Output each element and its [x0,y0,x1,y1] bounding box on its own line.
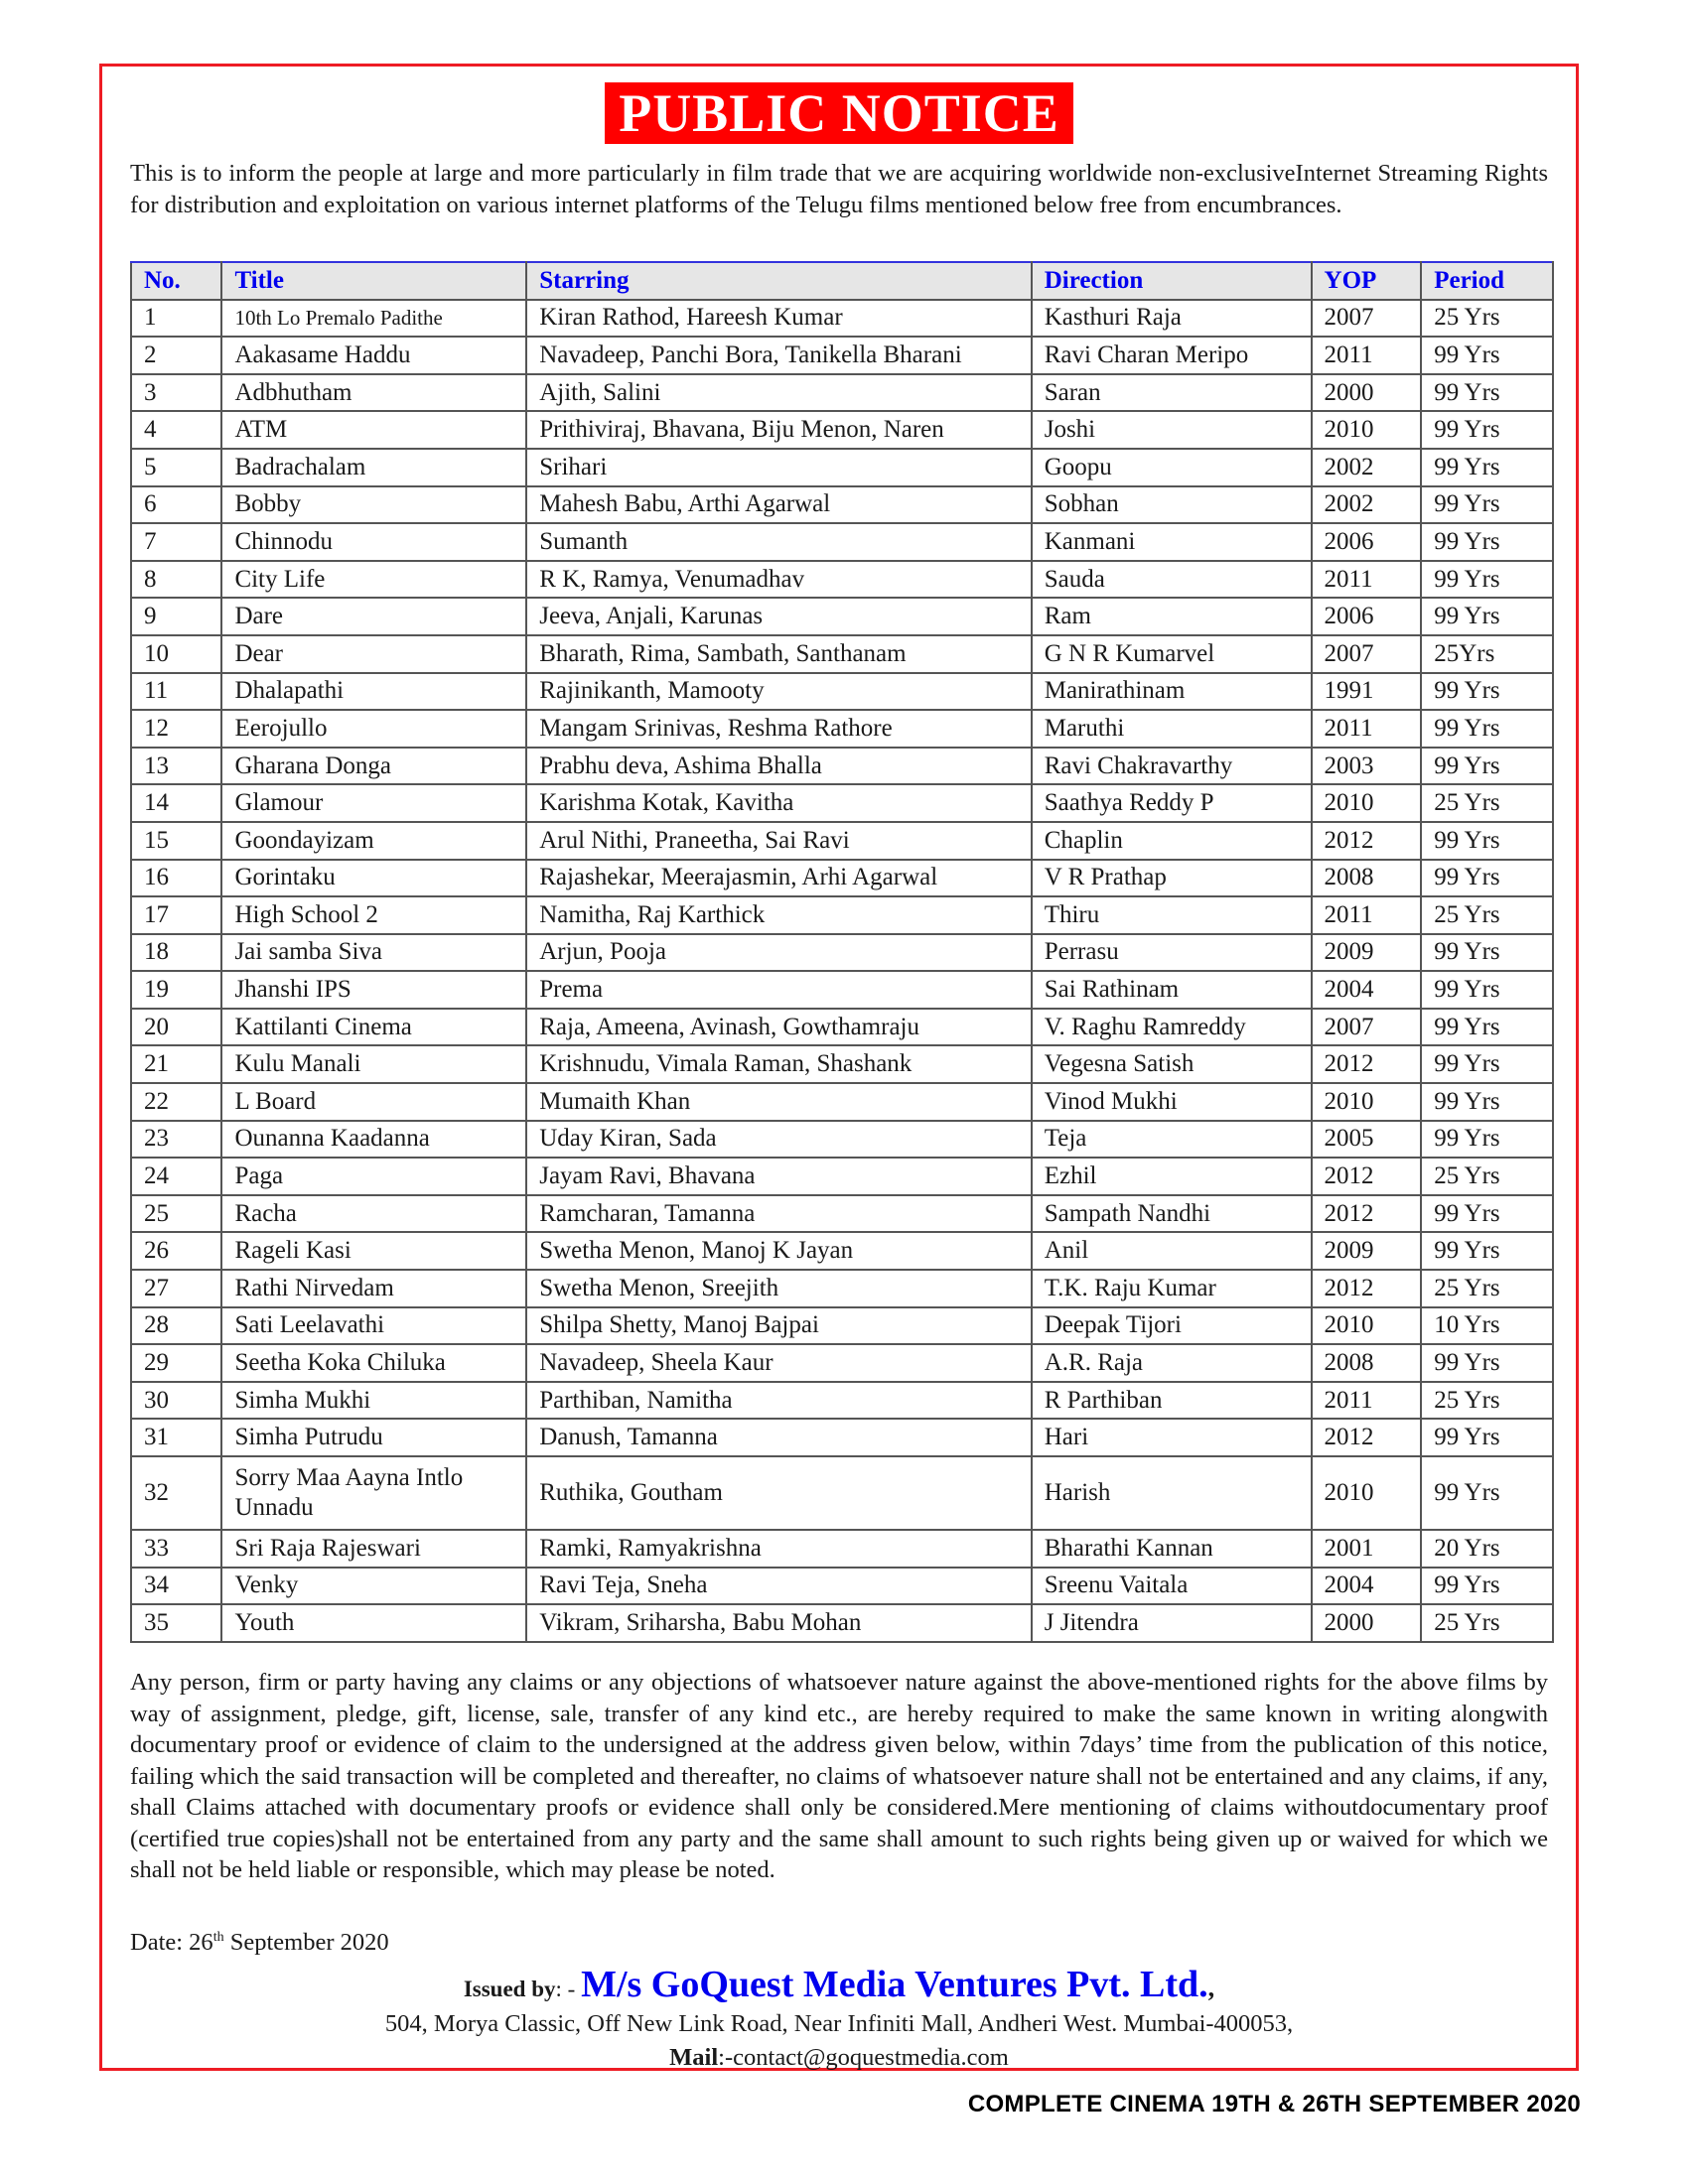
cell-no: 2 [131,337,221,374]
table-row [131,1045,1553,1083]
issued-label: Issued by [463,1977,556,2001]
cell-period: 99 Yrs [1421,561,1553,599]
cell-direction: Hari [1032,1419,1312,1456]
cell-no: 23 [131,1121,221,1159]
cell-yop: 2007 [1312,300,1422,338]
cell-title: Venky [221,1568,526,1605]
cell-direction: Sreenu Vaitala [1032,1568,1312,1605]
cell-starring: R K, Ramya, Venumadhav [526,561,1032,599]
cell-starring: Navadeep, Panchi Bora, Tanikella Bharani [526,337,1032,374]
cell-no: 31 [131,1419,221,1456]
cell-yop: 2006 [1312,598,1422,635]
notice-date [130,1929,389,1957]
cell-yop: 2004 [1312,1568,1422,1605]
mail-value[interactable]: :-contact@goquestmedia.com [718,2044,1009,2071]
cell-title: Youth [221,1604,526,1642]
cell-no: 7 [131,523,221,561]
cell-direction: Sai Rathinam [1032,971,1312,1009]
cell-direction: V. Raghu Ramreddy [1032,1009,1312,1046]
cell-yop: 2012 [1312,1045,1422,1083]
cell-no: 19 [131,971,221,1009]
cell-yop: 2010 [1312,1456,1422,1530]
cell-title: 10th Lo Premalo Padithe [221,300,526,338]
cell-starring: Namitha, Raj Karthick [526,896,1032,934]
table-row [131,1195,1553,1233]
cell-direction: Saran [1032,374,1312,412]
cell-period: 99 Yrs [1421,1344,1553,1382]
table-row [131,1121,1553,1159]
cell-direction: Sampath Nandhi [1032,1195,1312,1233]
table-row [131,673,1553,711]
company-address: 504, Morya Classic, Off New Link Road, Near Infiniti Mall, Andheri West. Mumbai-400053, [384,2010,1294,2037]
cell-title: Paga [221,1158,526,1195]
cell-no: 3 [131,374,221,412]
cell-yop: 2012 [1312,1158,1422,1195]
cell-period: 99 Yrs [1421,673,1553,711]
cell-no: 10 [131,635,221,673]
cell-starring: Arjun, Pooja [526,934,1032,972]
cell-no: 27 [131,1270,221,1307]
cell-yop: 2006 [1312,523,1422,561]
cell-starring: Rajinikanth, Mamooty [526,673,1032,711]
cell-title: L Board [221,1083,526,1121]
cell-no: 24 [131,1158,221,1195]
cell-direction: Sobhan [1032,486,1312,524]
cell-direction: Joshi [1032,411,1312,449]
cell-period: 25 Yrs [1421,1158,1553,1195]
cell-title: Rageli Kasi [221,1232,526,1270]
company-comma: , [1207,1974,1215,2002]
cell-no: 14 [131,784,221,822]
table-row [131,1419,1553,1456]
header-col-no: No. [131,262,221,300]
cell-period: 99 Yrs [1421,411,1553,449]
cell-direction: Harish [1032,1456,1312,1530]
cell-title: Kulu Manali [221,1045,526,1083]
cell-direction: Kanmani [1032,523,1312,561]
cell-period: 99 Yrs [1421,486,1553,524]
table-row [131,1232,1553,1270]
cell-period: 99 Yrs [1421,598,1553,635]
cell-period: 99 Yrs [1421,822,1553,860]
table-row [131,710,1553,748]
cell-period: 25 Yrs [1421,1604,1553,1642]
cell-direction: Bharathi Kannan [1032,1530,1312,1568]
cell-direction: J Jitendra [1032,1604,1312,1642]
cell-starring: Arul Nithi, Praneetha, Sai Ravi [526,822,1032,860]
cell-starring: Ramki, Ramyakrishna [526,1530,1032,1568]
table-row [131,1083,1553,1121]
table-row [131,860,1553,897]
cell-period: 99 Yrs [1421,1009,1553,1046]
table-row [131,1009,1553,1046]
cell-title: ATM [221,411,526,449]
table-row [131,374,1553,412]
table-row [131,784,1553,822]
cell-no: 34 [131,1568,221,1605]
cell-no: 4 [131,411,221,449]
cell-starring: Bharath, Rima, Sambath, Santhanam [526,635,1032,673]
table-row [131,1530,1553,1568]
cell-starring: Prithiviraj, Bhavana, Biju Menon, Naren [526,411,1032,449]
cell-yop: 2012 [1312,1419,1422,1456]
cell-yop: 2010 [1312,1307,1422,1345]
cell-period: 10 Yrs [1421,1307,1553,1345]
table-row [131,1382,1553,1420]
cell-yop: 2011 [1312,710,1422,748]
cell-yop: 2009 [1312,934,1422,972]
cell-direction: Thiru [1032,896,1312,934]
cell-yop: 2007 [1312,635,1422,673]
company-mail [102,2044,1576,2072]
cell-title: Jai samba Siva [221,934,526,972]
table-row [131,561,1553,599]
cell-no: 30 [131,1382,221,1420]
cell-yop: 2011 [1312,896,1422,934]
cell-title: Dear [221,635,526,673]
table-row [131,1604,1553,1642]
cell-direction: Ravi Chakravarthy [1032,748,1312,785]
cell-direction: Teja [1032,1121,1312,1159]
cell-direction: V R Prathap [1032,860,1312,897]
cell-starring: Uday Kiran, Sada [526,1121,1032,1159]
cell-direction: Chaplin [1032,822,1312,860]
cell-yop: 2011 [1312,1382,1422,1420]
cell-no: 18 [131,934,221,972]
cell-starring: Parthiban, Namitha [526,1382,1032,1420]
cell-no: 33 [131,1530,221,1568]
cell-direction: Vinod Mukhi [1032,1083,1312,1121]
date-suffix: th [212,1929,224,1945]
header-col-starring: Starring [526,262,1032,300]
cell-period: 99 Yrs [1421,1121,1553,1159]
cell-no: 29 [131,1344,221,1382]
cell-title: Chinnodu [221,523,526,561]
company-name: M/s GoQuest Media Ventures Pvt. Ltd. [581,1964,1208,2005]
header-col-yop: YOP [1312,262,1422,300]
cell-title: Adbhutham [221,374,526,412]
cell-direction: Goopu [1032,449,1312,486]
table-row [131,1158,1553,1195]
cell-yop: 2000 [1312,1604,1422,1642]
cell-no: 32 [131,1456,221,1530]
table-row [131,748,1553,785]
table-row [131,486,1553,524]
cell-direction: Ezhil [1032,1158,1312,1195]
cell-no: 9 [131,598,221,635]
table-row [131,1568,1553,1605]
cell-period: 25 Yrs [1421,784,1553,822]
cell-period: 99 Yrs [1421,971,1553,1009]
cell-period: 99 Yrs [1421,449,1553,486]
cell-no: 12 [131,710,221,748]
cell-direction: Ram [1032,598,1312,635]
cell-yop: 2011 [1312,337,1422,374]
cell-period: 99 Yrs [1421,860,1553,897]
table-row [131,1456,1553,1530]
table-row [131,300,1553,338]
cell-title: Eerojullo [221,710,526,748]
cell-period: 99 Yrs [1421,1083,1553,1121]
cell-yop: 2010 [1312,784,1422,822]
table-row [131,523,1553,561]
cell-no: 17 [131,896,221,934]
cell-yop: 2012 [1312,1270,1422,1307]
cell-yop: 2002 [1312,486,1422,524]
cell-yop: 2012 [1312,1195,1422,1233]
cell-title: Aakasame Haddu [221,337,526,374]
mail-label: Mail [669,2044,719,2071]
cell-title: Gorintaku [221,860,526,897]
cell-direction: Anil [1032,1232,1312,1270]
cell-no: 13 [131,748,221,785]
cell-starring: Mangam Srinivas, Reshma Rathore [526,710,1032,748]
table-row [131,934,1553,972]
table-row [131,896,1553,934]
cell-no: 6 [131,486,221,524]
cell-period: 25 Yrs [1421,1270,1553,1307]
cell-starring: Prabhu deva, Ashima Bhalla [526,748,1032,785]
cell-starring: Sumanth [526,523,1032,561]
cell-starring: Srihari [526,449,1032,486]
cell-title: Goondayizam [221,822,526,860]
cell-starring: Prema [526,971,1032,1009]
cell-period: 99 Yrs [1421,934,1553,972]
cell-title: Sorry Maa Aayna Intlo Unnadu [221,1456,526,1530]
cell-yop: 2010 [1312,1083,1422,1121]
cell-starring: Raja, Ameena, Avinash, Gowthamraju [526,1009,1032,1046]
cell-starring: Karishma Kotak, Kavitha [526,784,1032,822]
cell-no: 26 [131,1232,221,1270]
cell-title: Bobby [221,486,526,524]
table-row [131,337,1553,374]
cell-period: 99 Yrs [1421,710,1553,748]
table-row [131,598,1553,635]
cell-no: 1 [131,300,221,338]
cell-direction: R Parthiban [1032,1382,1312,1420]
cell-title: Gharana Donga [221,748,526,785]
cell-direction: Vegesna Satish [1032,1045,1312,1083]
cell-yop: 2003 [1312,748,1422,785]
cell-period: 99 Yrs [1421,523,1553,561]
cell-direction: Maruthi [1032,710,1312,748]
cell-no: 35 [131,1604,221,1642]
issued-by [102,1963,1576,2006]
cell-starring: Navadeep, Sheela Kaur [526,1344,1032,1382]
header-col-direction: Direction [1032,262,1312,300]
cell-starring: Ajith, Salini [526,374,1032,412]
cell-period: 99 Yrs [1421,337,1553,374]
cell-starring: Swetha Menon, Sreejith [526,1270,1032,1307]
cell-direction: Ravi Charan Meripo [1032,337,1312,374]
notice-title: PUBLIC NOTICE [605,82,1073,144]
cell-no: 15 [131,822,221,860]
cell-no: 16 [131,860,221,897]
cell-direction: Sauda [1032,561,1312,599]
cell-title: Racha [221,1195,526,1233]
cell-starring: Swetha Menon, Manoj K Jayan [526,1232,1032,1270]
table-row [131,1270,1553,1307]
table-row [131,449,1553,486]
cell-title: City Life [221,561,526,599]
cell-title: Glamour [221,784,526,822]
issued-separator: : - [555,1977,582,2001]
cell-no: 22 [131,1083,221,1121]
cell-yop: 1991 [1312,673,1422,711]
cell-title: Dhalapathi [221,673,526,711]
cell-direction: T.K. Raju Kumar [1032,1270,1312,1307]
header-col-title: Title [221,262,526,300]
cell-title: Seetha Koka Chiluka [221,1344,526,1382]
cell-direction: Deepak Tijori [1032,1307,1312,1345]
cell-starring: Kiran Rathod, Hareesh Kumar [526,300,1032,338]
cell-direction: Saathya Reddy P [1032,784,1312,822]
cell-period: 99 Yrs [1421,374,1553,412]
cell-yop: 2007 [1312,1009,1422,1046]
cell-title: Badrachalam [221,449,526,486]
cell-period: 25 Yrs [1421,1382,1553,1420]
cell-title: Rathi Nirvedam [221,1270,526,1307]
notice-frame [99,64,1579,2071]
cell-yop: 2012 [1312,822,1422,860]
claims-paragraph: Any person, firm or party having any claims or any objections of whatsoever nature against the above-mentioned rights for the above films by way of assignment, pledge, gift, license, sale, transfer of any kind etc., are hereby required to make the same known in writing alongwith documentary proof or evidence of claim to the undersigned at the address given below, within 7days’ time from the publication of this notice, failing which the said transaction will be completed and thereafter, no claims of whatsoever nature shall not be entertained and any claims, if any, shall Claims attached with documentary proofs or evidence shall only be considered.Mere mentioning of claims withoutdocumentary proof (certified true copies)shall not be entertained from any party and the same shall amount to such rights being given up or waived for which we shall not be held liable or responsible, which may please be noted. [130,1669,1548,1883]
table-row [131,971,1553,1009]
cell-starring: Jayam Ravi, Bhavana [526,1158,1032,1195]
cell-starring: Jeeva, Anjali, Karunas [526,598,1032,635]
cell-period: 99 Yrs [1421,1456,1553,1530]
cell-no: 11 [131,673,221,711]
cell-starring: Vikram, Sriharsha, Babu Mohan [526,1604,1032,1642]
cell-yop: 2008 [1312,1344,1422,1382]
cell-period: 99 Yrs [1421,1232,1553,1270]
cell-yop: 2001 [1312,1530,1422,1568]
cell-direction: G N R Kumarvel [1032,635,1312,673]
cell-yop: 2002 [1312,449,1422,486]
cell-title: Ounanna Kaadanna [221,1121,526,1159]
cell-yop: 2008 [1312,860,1422,897]
cell-yop: 2004 [1312,971,1422,1009]
cell-starring: Krishnudu, Vimala Raman, Shashank [526,1045,1032,1083]
cell-period: 20 Yrs [1421,1530,1553,1568]
cell-starring: Ramcharan, Tamanna [526,1195,1032,1233]
cell-period: 99 Yrs [1421,748,1553,785]
cell-period: 25 Yrs [1421,896,1553,934]
cell-yop: 2000 [1312,374,1422,412]
cell-direction: Perrasu [1032,934,1312,972]
cell-title: Dare [221,598,526,635]
cell-no: 25 [131,1195,221,1233]
cell-starring: Mahesh Babu, Arthi Agarwal [526,486,1032,524]
cell-no: 20 [131,1009,221,1046]
cell-starring: Danush, Tamanna [526,1419,1032,1456]
cell-no: 21 [131,1045,221,1083]
cell-period: 99 Yrs [1421,1568,1553,1605]
cell-period: 99 Yrs [1421,1195,1553,1233]
cell-period: 99 Yrs [1421,1419,1553,1456]
table-row [131,1307,1553,1345]
cell-yop: 2011 [1312,561,1422,599]
cell-starring: Mumaith Khan [526,1083,1032,1121]
cell-title: Kattilanti Cinema [221,1009,526,1046]
table-row [131,411,1553,449]
cell-starring: Ravi Teja, Sneha [526,1568,1032,1605]
table-row [131,822,1553,860]
cell-title: Sri Raja Rajeswari [221,1530,526,1568]
date-day: Date: 26 [130,1929,213,1956]
cell-period: 99 Yrs [1421,1045,1553,1083]
cell-title: Simha Mukhi [221,1382,526,1420]
cell-starring: Ruthika, Goutham [526,1456,1032,1530]
cell-starring: Shilpa Shetty, Manoj Bajpai [526,1307,1032,1345]
cell-yop: 2009 [1312,1232,1422,1270]
header-col-period: Period [1421,262,1553,300]
publication-footer: COMPLETE CINEMA 19TH & 26TH SEPTEMBER 2020 [967,2091,1581,2117]
cell-no: 8 [131,561,221,599]
cell-yop: 2010 [1312,411,1422,449]
cell-title: Simha Putrudu [221,1419,526,1456]
cell-no: 5 [131,449,221,486]
cell-no: 28 [131,1307,221,1345]
cell-period: 25 Yrs [1421,300,1553,338]
cell-starring: Rajashekar, Meerajasmin, Arhi Agarwal [526,860,1032,897]
films-table [130,261,1554,1643]
intro-paragraph: This is to inform the people at large and more particularly in film trade that we are acquiring worldwide non-exclusiveInternet Streaming Rights for distribution and exploitation on various internet platforms of the Telugu films mentioned below free from encumbrances. [130,160,1548,218]
cell-yop: 2005 [1312,1121,1422,1159]
table-header-row [131,262,1553,300]
table-row [131,1344,1553,1382]
cell-direction: Manirathinam [1032,673,1312,711]
cell-title: High School 2 [221,896,526,934]
table-row [131,635,1553,673]
cell-period: 25Yrs [1421,635,1553,673]
date-month-year: September 2020 [223,1929,389,1956]
cell-direction: A.R. Raja [1032,1344,1312,1382]
cell-title: Sati Leelavathi [221,1307,526,1345]
cell-title: Jhanshi IPS [221,971,526,1009]
cell-direction: Kasthuri Raja [1032,300,1312,338]
